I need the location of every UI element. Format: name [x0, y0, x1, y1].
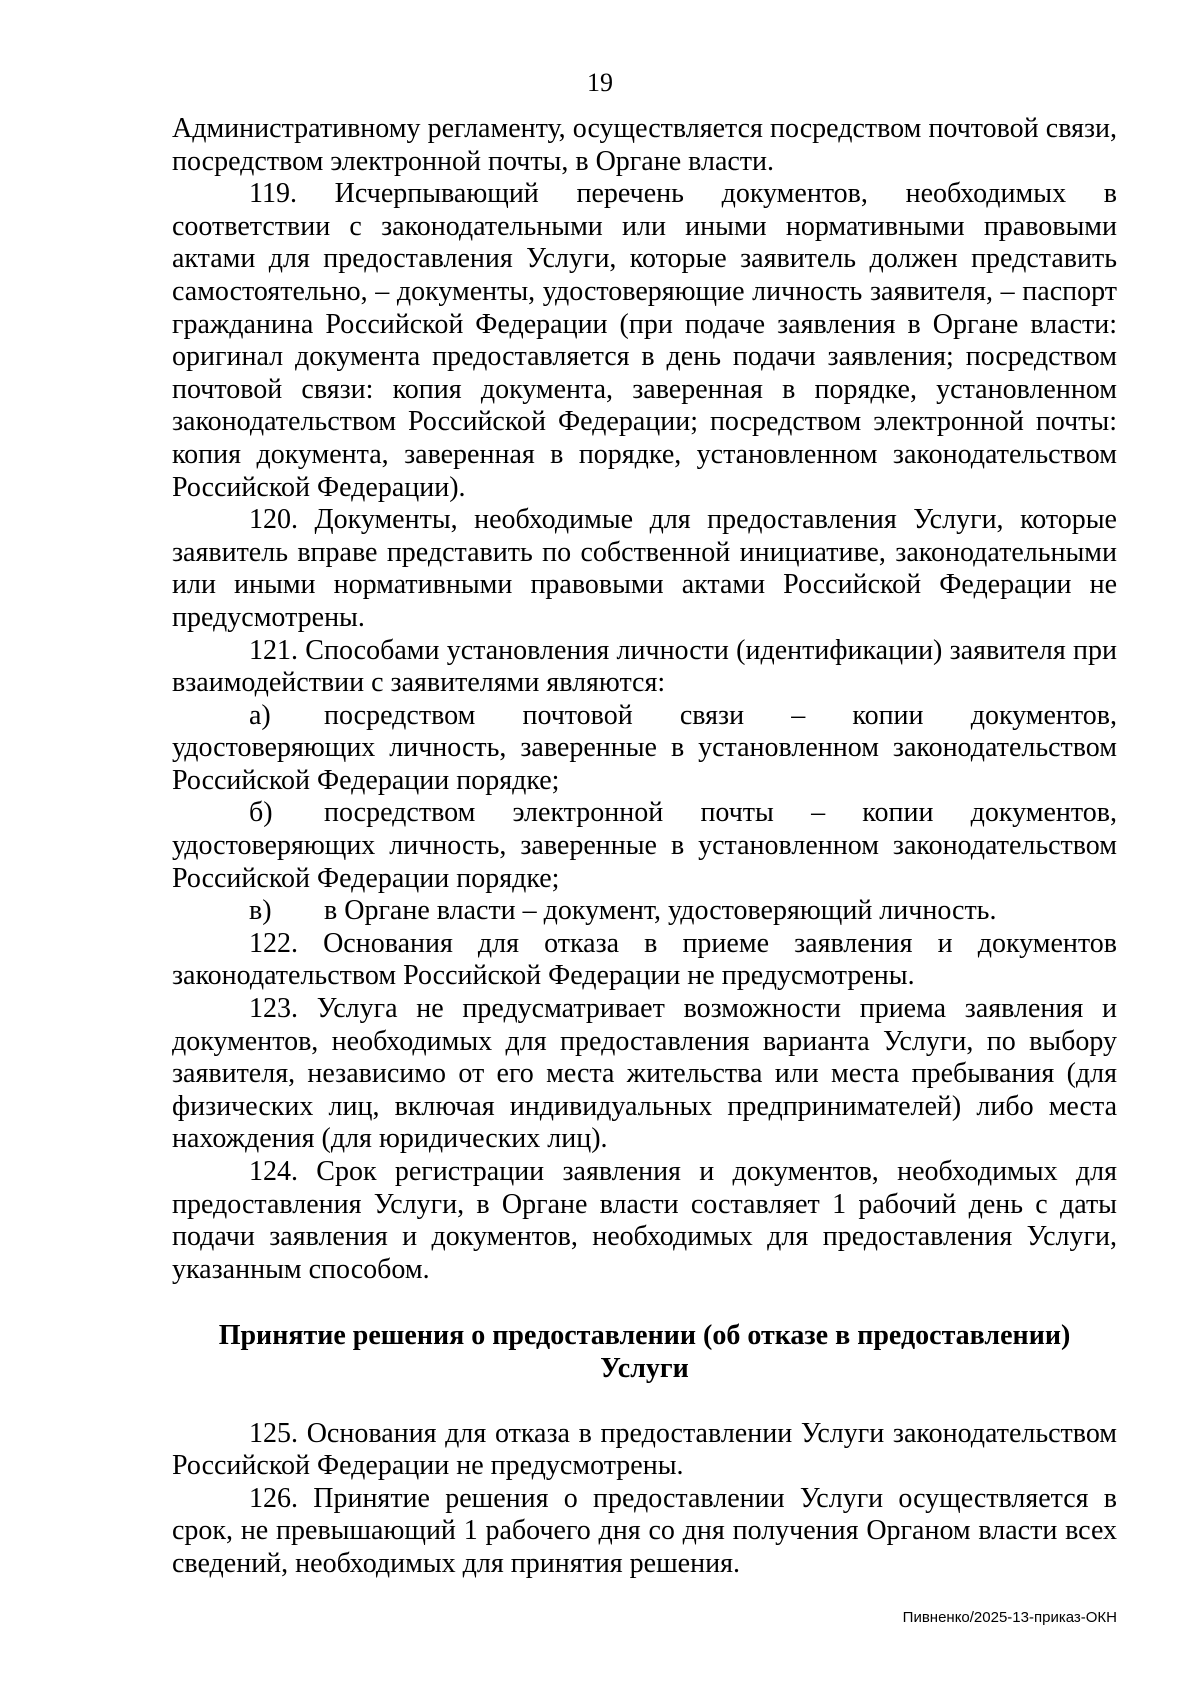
section-heading-line-1: Принятие решения о предоставлении (об отказе в предоставлении): [218, 1320, 1071, 1352]
list-marker: в): [249, 895, 272, 927]
list-marker: б): [249, 797, 273, 829]
list-item-first-line: посредством почтовой связи – копии документов,: [324, 699, 1117, 731]
section-heading-line-2: Услуги: [600, 1352, 689, 1384]
paragraph-119: 119. Исчерпывающий перечень документов, необходимых в соответствии с законодательными или иными нормативными правовыми актами для предоставления Услуги, которые заявитель должен представить самостоятельно, – документы, удостоверяющие личность заявителя, – паспорт гражданина Российской Федерации (при подаче заявления в Органе власти: оригинал документа предоставляется в день подачи заявления; посредством почтовой связи: копия документа, заверенная в порядке, установленном законодательством Российской Федерации; посредством электронной почты: копия документа, заверенная в порядке, установленном законодательством Российской Федерации).: [172, 178, 1117, 503]
list-item-first-line: в Органе власти – документ, удостоверяющий личность.: [324, 895, 997, 927]
paragraph-126: 126. Принятие решения о предоставлении Услуги осуществляется в срок, не превышающий 1 рабочего дня со дня получения Органом власти всех сведений, необходимых для принятия решения.: [172, 1482, 1117, 1579]
list-item-b: [172, 797, 1117, 895]
footer-document-id: Пивненко/2025-13-приказ-ОКН: [902, 1609, 1117, 1626]
paragraph-121: 121. Способами установления личности (идентификации) заявителя при взаимодействии с заявителями являются:: [172, 634, 1117, 699]
list-marker: а): [249, 699, 271, 731]
paragraph-124: 124. Срок регистрации заявления и документов, необходимых для предоставления Услуги, в Органе власти составляет 1 рабочий день с даты подачи заявления и документов, необходимых для предоставления Услуги, указанным способом.: [172, 1156, 1117, 1285]
list-item-first-line: посредством электронной почты – копии документов,: [324, 797, 1117, 829]
page-number: 19: [587, 68, 613, 97]
section-heading: [172, 1320, 1117, 1385]
list-item-continuation: удостоверяющих личность, заверенные в установленном законодательством Российской Федерации порядке;: [172, 830, 1117, 894]
list-item-v: [172, 895, 1117, 928]
list-item-a: [172, 700, 1117, 798]
paragraph-continued: Административному регламенту, осуществляется посредством почтовой связи, посредством электронной почты, в Органе власти.: [172, 113, 1117, 177]
paragraph-122: 122. Основания для отказа в приеме заявления и документов законодательством Российской Федерации не предусмотрены.: [172, 927, 1117, 992]
paragraph-125: 125. Основания для отказа в предоставлении Услуги законодательством Российской Федерации не предусмотрены.: [172, 1417, 1117, 1482]
list-item-continuation: удостоверяющих личность, заверенные в установленном законодательством Российской Федерации порядке;: [172, 732, 1117, 796]
document-body: [172, 113, 1117, 1581]
paragraph-123: 123. Услуга не предусматривает возможности приема заявления и документов, необходимых для предоставления варианта Услуги, по выбору заявителя, независимо от его места жительства или места пребывания (для физических лиц, включая индивидуальных предпринимателей) либо места нахождения (для юридических лиц).: [172, 993, 1117, 1155]
paragraph-120: 120. Документы, необходимые для предоставления Услуги, которые заявитель вправе представить по собственной инициативе, законодательными или иными нормативными правовыми актами Российской Федерации не предусмотрены.: [172, 504, 1117, 633]
